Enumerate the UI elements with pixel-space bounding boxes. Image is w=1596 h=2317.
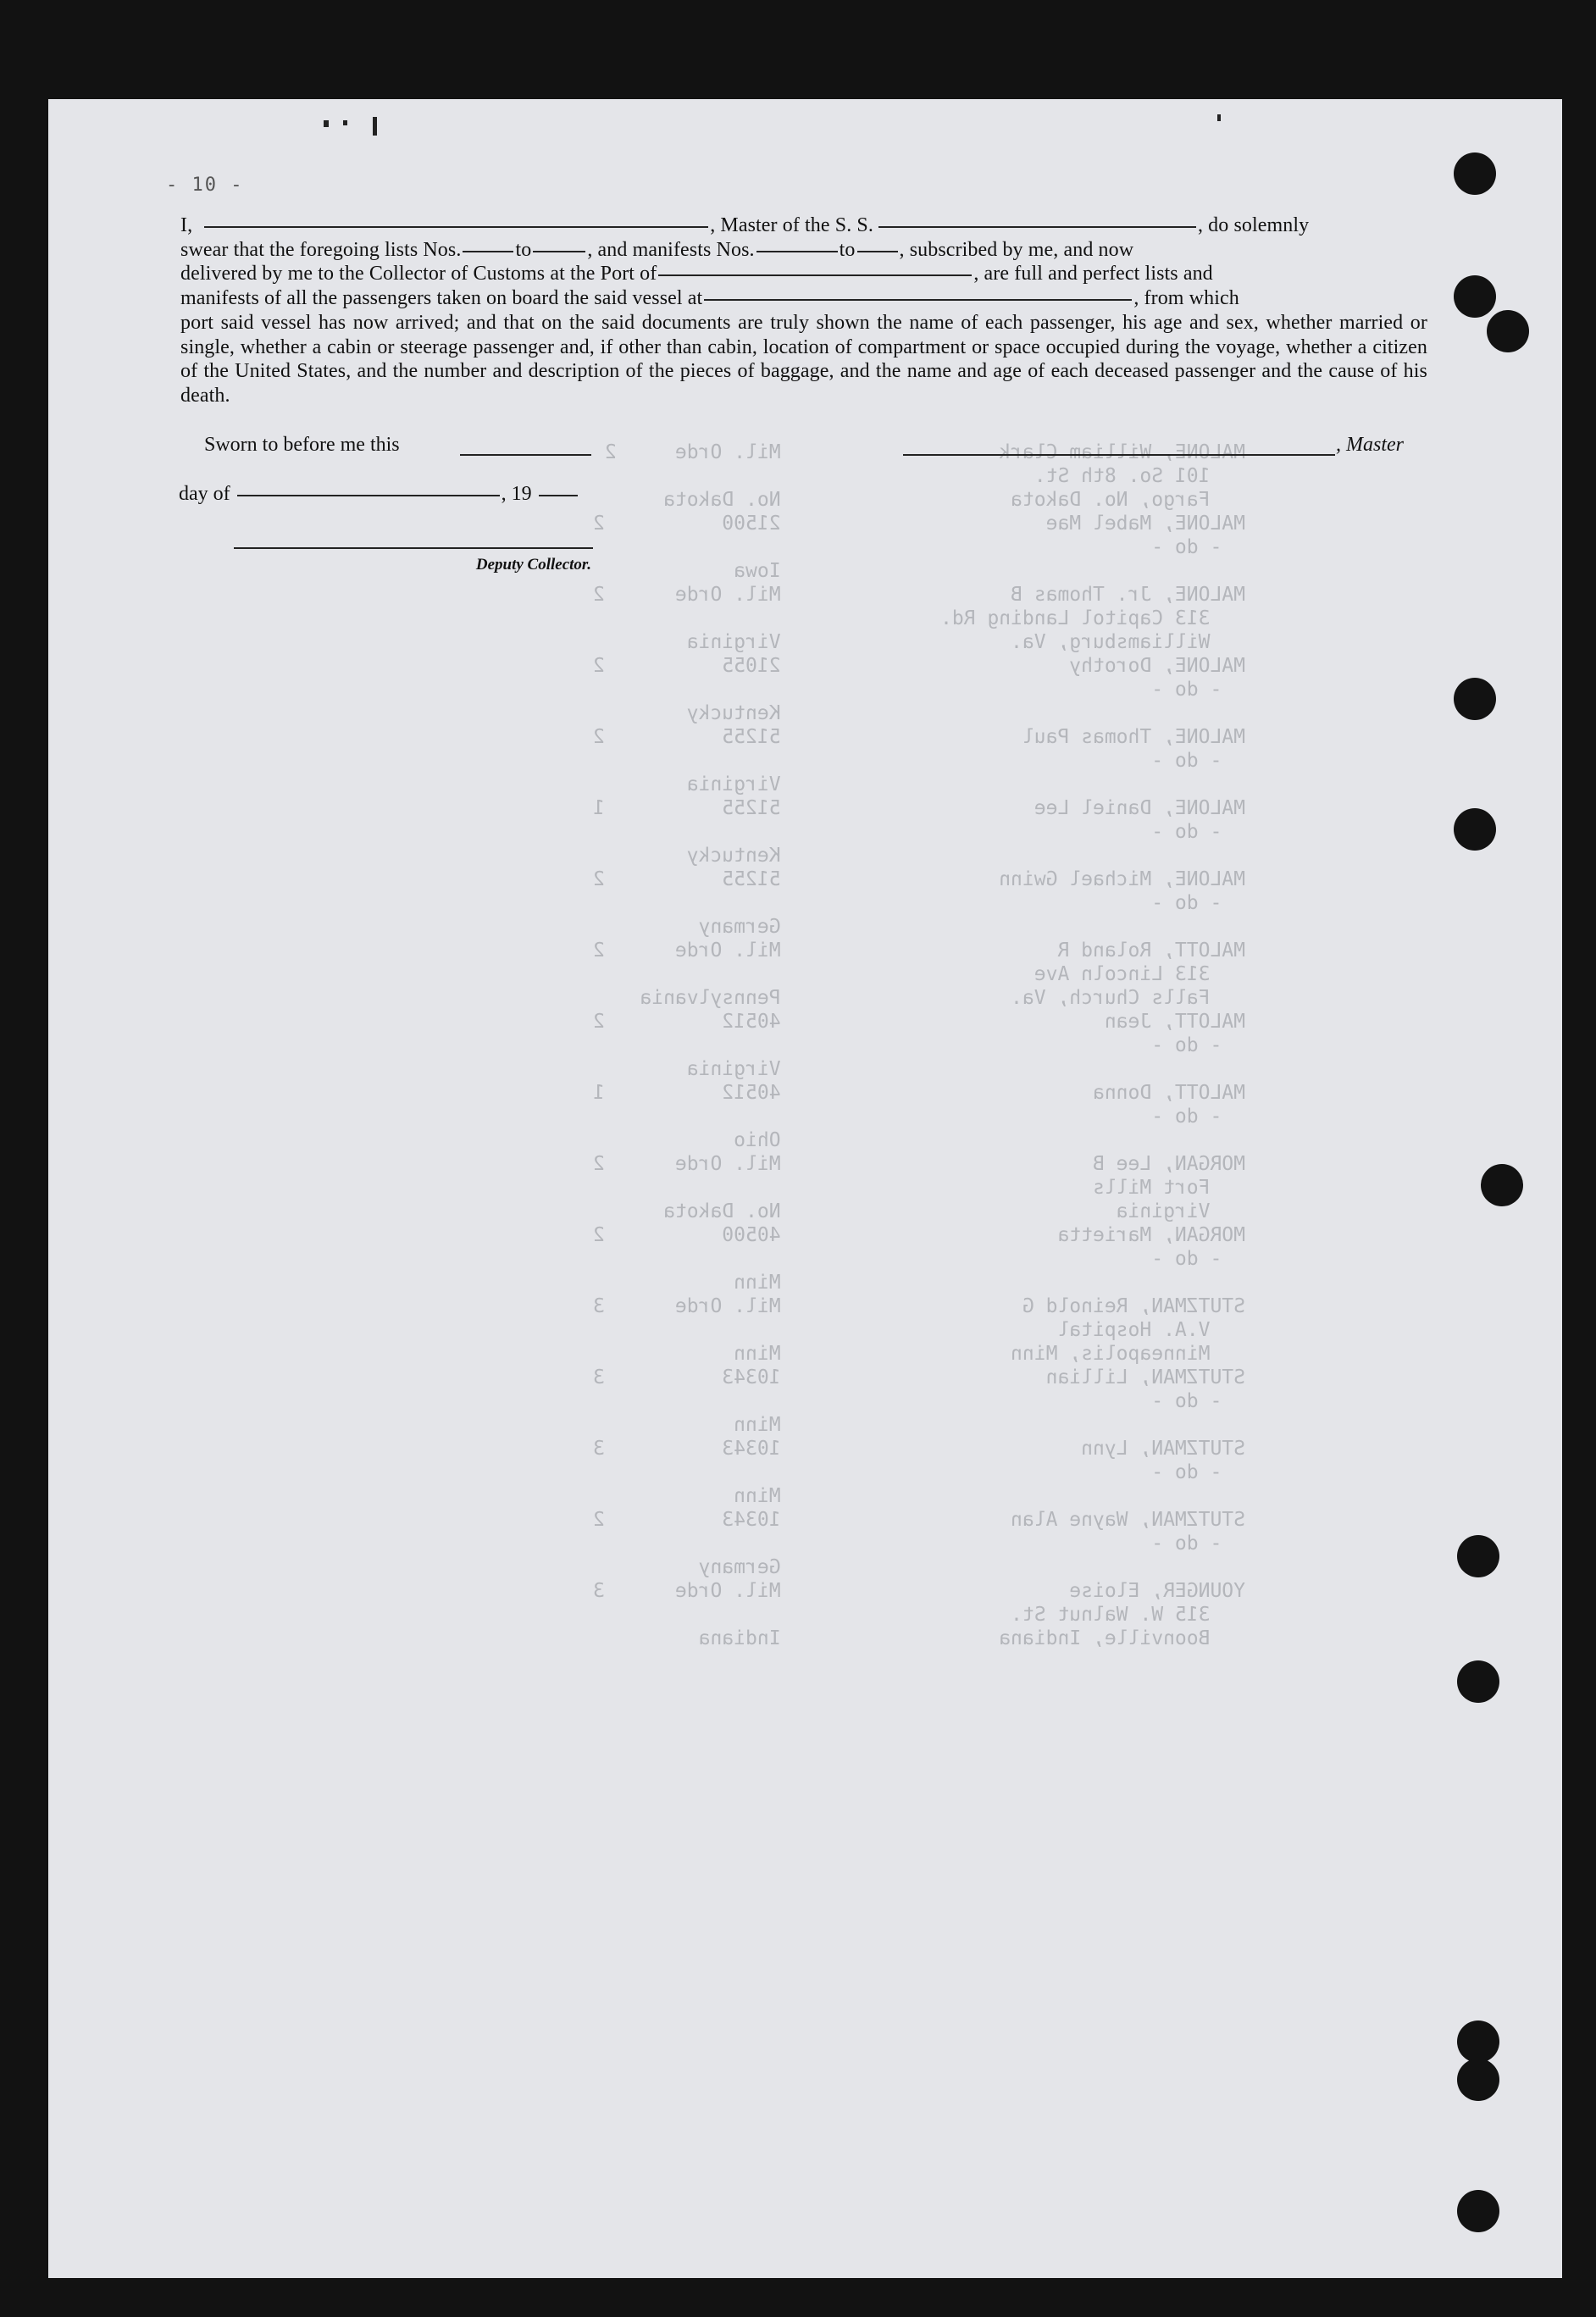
day-row xyxy=(179,483,579,517)
oath-line3-end: , are full and perfect lists and xyxy=(973,263,1213,285)
deputy-collector-label: Deputy Collector. xyxy=(475,556,591,574)
oath-line1-end: , do solemnly xyxy=(1197,214,1310,236)
sworn-row xyxy=(204,434,1428,468)
sworn-label: Sworn to before me this xyxy=(204,434,400,456)
oath-line1-mid: , Master of the S. S. xyxy=(710,214,873,236)
oath-line2-end: , subscribed by me, and now xyxy=(899,238,1134,261)
oath-line3-start: delivered by me to the Collector of Customs at the Port of xyxy=(180,263,657,285)
deputy-collector-line xyxy=(234,547,593,574)
scan-speck xyxy=(373,117,377,136)
punch-hole xyxy=(1454,808,1496,851)
page-number: - 10 - xyxy=(166,175,244,196)
scan-speck xyxy=(343,120,347,125)
master-label: , Master xyxy=(1336,434,1404,456)
punch-hole xyxy=(1454,678,1496,720)
punch-hole xyxy=(1481,1164,1523,1206)
punch-hole xyxy=(1457,2020,1499,2063)
punch-hole xyxy=(1487,310,1529,352)
oath-line2-to2: to xyxy=(839,238,856,261)
sworn-day-field[interactable] xyxy=(460,454,591,456)
punch-hole xyxy=(1457,1660,1499,1703)
oath-line4-start: manifests of all the passengers taken on board the said vessel at xyxy=(180,287,703,310)
day-month-field[interactable] xyxy=(237,495,500,496)
day-label: day of xyxy=(179,483,230,505)
lists-to-field[interactable] xyxy=(533,251,585,252)
manifests-to-field[interactable] xyxy=(857,251,898,252)
scan-speck xyxy=(324,120,329,127)
bleed-through-text: MALONE, William Clark 101 So. 8th St. Fargo, No. Dakota MALONE, Mabel Mae - do - MALONE, Jr. Thomas B 313 Capitol Landing Rd. Williamsburg, Va. MALONE, Dorothy - do - MALONE, Thomas Paul - do - MALONE, Daniel Lee - do - MALONE, Michael Gwinn - do - MALOTT, Roland R 313 Lincoln Ave Falls Church, Va. MALOTT, Jean - do - MALOTT, Donna - do - MORGAN, Lee B Fort Mills Virginia MORGAN, Marietta - do - STUTZMAN, Reinold G V.A. Hospital Minneapolis, Minn STUTZMAN, Lillian - do - STUTZMAN, Lynn - do - STUTZMAN, Wayne Alan - do - YOUNGER, Eloise 315 W. Walnut St. Boonville, Indiana xyxy=(940,441,1246,1649)
punch-hole xyxy=(1457,2059,1499,2101)
oath-text xyxy=(180,213,1427,408)
ship-name-field[interactable] xyxy=(878,226,1196,228)
punch-hole xyxy=(1457,1535,1499,1577)
punch-hole xyxy=(1457,2190,1499,2232)
year-field[interactable] xyxy=(539,495,578,496)
year-label: , 19 xyxy=(501,483,532,505)
oath-line2-to1: to xyxy=(515,238,532,261)
document-page xyxy=(48,99,1562,2278)
oath-line2-manifests: , and manifests Nos. xyxy=(587,238,755,261)
lists-from-field[interactable] xyxy=(463,251,513,252)
port-field[interactable] xyxy=(658,274,972,276)
master-name-field[interactable] xyxy=(204,226,708,228)
oath-line1-start: I, xyxy=(180,214,193,236)
manifests-from-field[interactable] xyxy=(756,251,838,252)
punch-hole xyxy=(1454,152,1496,195)
scan-speck xyxy=(1217,114,1221,121)
oath-line4-end: , from which xyxy=(1133,287,1239,310)
punch-hole xyxy=(1454,275,1496,318)
departure-port-field[interactable] xyxy=(704,299,1132,301)
oath-line2-start: swear that the foregoing lists Nos. xyxy=(180,238,462,261)
bleed-through-column: Mil. Orde 2 No. Dakota 21500 2 Iowa Mil. Orde 2 Virginia 21055 2 Kentucky 51255 2 Virginia 51255 1 Kentucky 51255 2 Germany Mil. Orde 2 Pennsylvania 40512 2 Virginia 40512 1 Ohio Mil. Orde 2 No. Dakota 40500 2 Minn Mil. Orde 3 Minn 10343 3 Minn 10343 3 Minn 10343 2 Germany Mil. Orde 3 Indiana xyxy=(593,441,781,1649)
oath-body: port said vessel has now arrived; and that on the said documents are truly shown the name of each passenger, his age and sex, whether married or single, whether a cabin or steerage passenger and, if other than cabin, location of compartment or space occupied during the voyage, whether a citizen of the United States, and the number and description of the pieces of baggage, and the name and age of each deceased passenger and the cause of his death. xyxy=(180,311,1427,407)
master-signature-field[interactable] xyxy=(903,454,1335,456)
